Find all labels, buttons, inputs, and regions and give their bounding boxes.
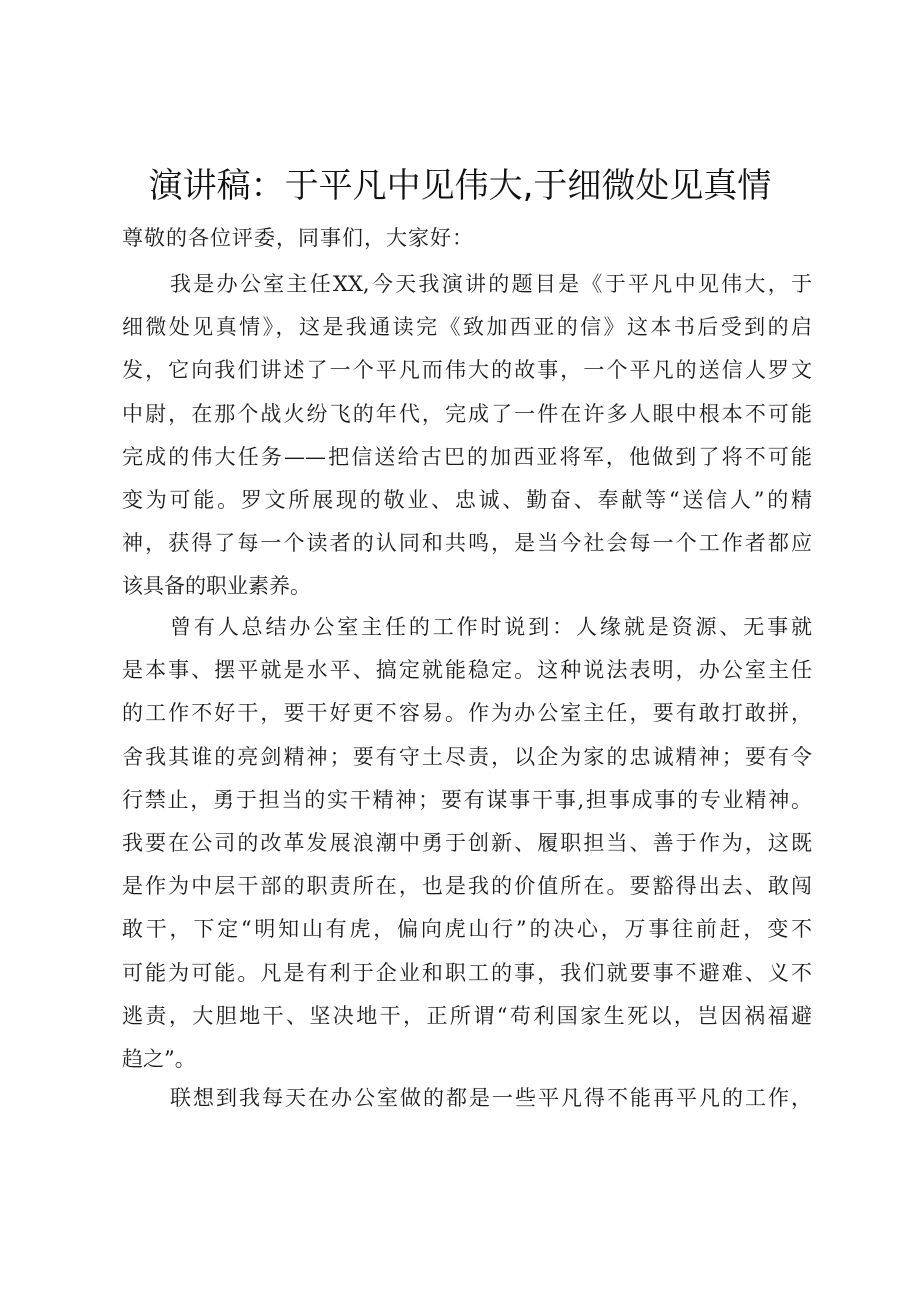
paragraph-line: 联想到我每天在办公室做的都是一些平凡得不能再平凡的工作，	[170, 1086, 812, 1110]
paragraph-line: 是作为中层干部的职责所在，也是我的价值所在。要豁得出去、敢闯	[122, 874, 812, 899]
document-title: 演讲稿：于平凡中见伟大,于细微处见真情	[148, 166, 772, 206]
paragraph-1	[122, 263, 812, 609]
paragraph-line: 可能为可能。凡是有利于企业和职工的事，我们就要事不避难、义不	[122, 960, 812, 985]
paragraph-line: 中尉，在那个战火纷飞的年代，完成了一件在许多人眼中根本不可能	[122, 401, 812, 426]
paragraph-line: 曾有人总结办公室主任的工作时说到：人缘就是资源、无事就	[170, 615, 812, 639]
paragraph-line: 我是办公室主任XX,今天我演讲的题目是《于平凡中见伟大，于	[170, 272, 812, 296]
paragraph-line: 舍我其谁的亮剑精神；要有守土尽责，以企为家的忠诚精神；要有令	[122, 744, 812, 769]
paragraph-line: 的工作不好干，要干好更不容易。作为办公室主任，要有敢打敢拼，	[122, 701, 812, 726]
paragraph-line: 该具备的职业素养。	[122, 574, 311, 599]
paragraph-line: 趋之”。	[122, 1046, 196, 1071]
paragraph-line: 逃责，大胆地干、坚决地干，正所谓“苟利国家生死以，岂因祸福避	[122, 1003, 812, 1028]
paragraph-line: 变为可能。罗文所展现的敬业、忠诚、勤奋、奉献等“送信人”的精	[122, 487, 812, 512]
paragraph-line: 敢干，下定“明知山有虎，偏向虎山行”的决心，万事往前赶，变不	[122, 917, 812, 942]
salutation: 尊敬的各位评委，同事们，大家好：	[122, 226, 474, 250]
paragraph-line: 神，获得了每一个读者的认同和共鸣，是当今社会每一个工作者都应	[122, 531, 812, 556]
paragraph-line: 发，它向我们讲述了一个平凡而伟大的故事，一个平凡的送信人罗文	[122, 358, 812, 383]
paragraph-line: 是本事、摆平就是水平、搞定就能稳定。这种说法表明，办公室主任	[122, 658, 812, 683]
paragraph-3	[122, 1077, 812, 1120]
paragraph-line: 我要在公司的改革发展浪潮中勇于创新、履职担当、善于作为，这既	[122, 830, 812, 855]
paragraph-line: 完成的伟大任务——把信送给古巴的加西亚将军，他做到了将不可能	[122, 444, 812, 469]
paragraph-line: 行禁止，勇于担当的实干精神；要有谋事干事,担事成事的专业精神。	[122, 787, 812, 812]
paragraph-2	[122, 606, 812, 1081]
paragraph-line: 细微处见真情》，这是我通读完《致加西亚的信》这本书后受到的启	[122, 315, 812, 340]
